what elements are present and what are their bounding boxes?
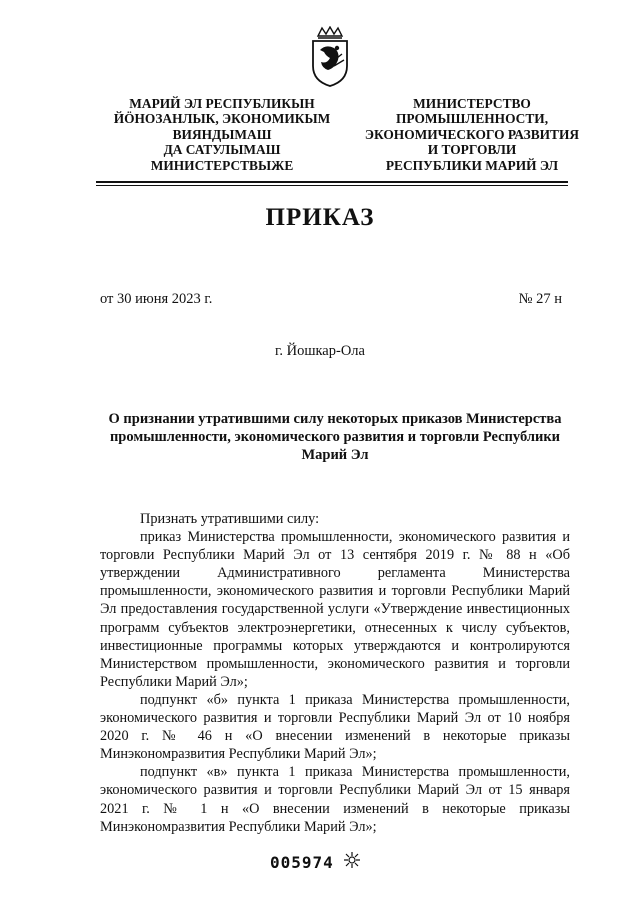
document-date: от 30 июня 2023 г. [100,291,213,307]
form-serial-number: 005974 [270,853,334,872]
document-subject: О признании утратившими силу некоторых приказов Министерства промышленности, экономического развития и торговли Республики Марий Эл [108,411,562,463]
header-rule [96,181,568,183]
coat-of-arms-icon [308,26,352,88]
body-paragraph: Признать утратившими силу: [140,511,320,527]
document-body [100,510,570,836]
ornament-icon [342,850,362,870]
ministry-name-russian: МИНИСТЕРСТВО ПРОМЫШЛЕННОСТИ, ЭКОНОМИЧЕСКОГО РАЗВИТИЯ И ТОРГОВЛИ РЕСПУБЛИКИ МАРИЙ ЭЛ [364,96,580,173]
header-rule-thin [96,185,568,186]
document-city: г. Йошкар-Ола [275,343,365,359]
ministry-name-mari: МАРИЙ ЭЛ РЕСПУБЛИКЫН ЙӦНОЗАНЛЫК, ЭКОНОМИКЫМ ВИЯНДЫМАШ ДА САТУЛЫМАШ МИНИСТЕРСТВЫЖЕ [113,96,331,173]
body-paragraph: подпункт «в» пункта 1 приказа Министерства промышленности, экономического развития и торговли Республики Марий Эл от 15 января 2021 г. № 1 н «О внесении изменений в некоторые приказы Минэкономразвития Республики Марий Эл»; [100,764,570,835]
body-paragraph: приказ Министерства промышленности, экономического развития и торговли Республики Марий Эл от 13 сентября 2019 г. № 88 н «Об утверждении Административного регламента Министерства промышленности, экономического развития и торговли Республики Марий Эл предоставления государственной услуги «Утверждение инвестиционных программ субъектов электроэнергетики, отнесенных к числу субъектов, инвестиционные программы которых утверждаются и контролируются Министерством промышленности, экономического развития и торговли Республики Марий Эл»; [100,529,570,690]
body-paragraph: подпункт «б» пункта 1 приказа Министерства промышленности, экономического развития и торговли Республики Марий Эл от 10 ноября 2020 г. № 46 н «О внесении изменений в некоторые приказы Минэкономразвития Республики Марий Эл»; [100,691,570,763]
document-number: № 27 н [518,291,562,307]
document-title: ПРИКАЗ [265,204,375,231]
